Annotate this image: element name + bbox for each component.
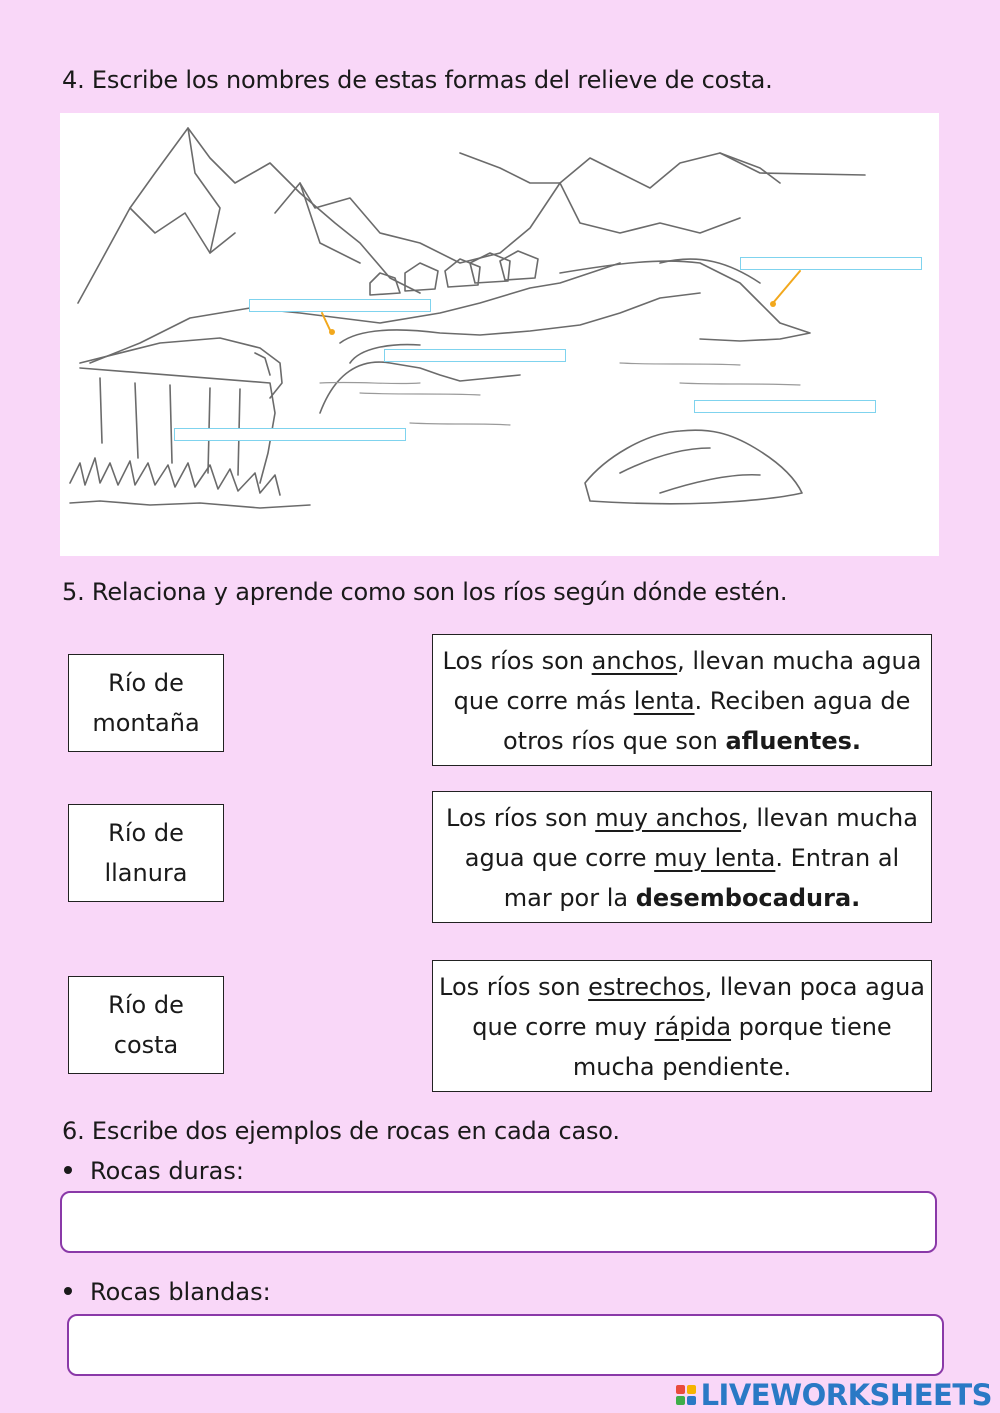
match-left-line: costa <box>113 1031 179 1059</box>
answer-blank-bay[interactable] <box>384 349 566 362</box>
soft-rocks-label: Rocas blandas: <box>90 1278 271 1306</box>
answer-blank-cape[interactable] <box>740 257 922 270</box>
match-left-line: Río de <box>108 991 184 1019</box>
desc-text: Los ríos son <box>439 973 589 1001</box>
match-river-plain[interactable] <box>68 804 224 902</box>
bullet-dot-icon <box>64 1287 72 1295</box>
desc-underlined: estrechos <box>588 973 705 1001</box>
soft-rocks-input[interactable] <box>67 1314 944 1376</box>
desc-text: . Entran al mar por la <box>503 844 900 912</box>
match-left-line: llanura <box>104 859 188 887</box>
match-description-2[interactable] <box>432 791 932 923</box>
coast-relief-illustration <box>60 113 939 556</box>
desc-text: , llevan poca agua que corre muy <box>472 973 925 1041</box>
coast-landscape-drawing <box>60 113 939 556</box>
desc-underlined: rápida <box>654 1013 732 1041</box>
question-6-title: 6. Escribe dos ejemplos de rocas en cada caso. <box>62 1117 620 1145</box>
match-left-line: Río de <box>108 819 184 847</box>
match-left-line: montaña <box>92 709 200 737</box>
question-5-title: 5. Relaciona y aprende como son los ríos según dónde estén. <box>62 578 788 606</box>
desc-underlined: lenta <box>633 687 695 715</box>
desc-text: , llevan mucha agua que corre <box>464 804 918 872</box>
desc-underlined: anchos <box>591 647 678 675</box>
desc-underlined: muy anchos <box>595 804 742 832</box>
bullet-dot-icon <box>64 1166 72 1174</box>
liveworksheets-logo-icon <box>676 1385 696 1405</box>
desc-bold: desembocadura. <box>635 884 861 912</box>
match-description-1[interactable] <box>432 634 932 766</box>
match-river-mountain[interactable] <box>68 654 224 752</box>
desc-underlined: muy lenta <box>654 844 776 872</box>
liveworksheets-brand[interactable] <box>676 1378 992 1412</box>
answer-blank-cliff[interactable] <box>174 428 406 441</box>
bullet-soft-rocks <box>62 1278 271 1306</box>
hard-rocks-label: Rocas duras: <box>90 1157 244 1185</box>
desc-text: Los ríos son <box>446 804 596 832</box>
question-4-title: 4. Escribe los nombres de estas formas del relieve de costa. <box>62 66 773 94</box>
desc-bold: afluentes. <box>725 727 862 755</box>
match-river-coast[interactable] <box>68 976 224 1074</box>
desc-text: Los ríos son <box>442 647 592 675</box>
desc-text: . Reciben agua de otros ríos que son <box>502 687 911 755</box>
match-description-3[interactable] <box>432 960 932 1092</box>
brand-text: LIVEWORKSHEETS <box>700 1378 992 1412</box>
desc-text: , llevan mucha agua que corre más <box>453 647 922 715</box>
hard-rocks-input[interactable] <box>60 1191 937 1253</box>
answer-blank-island[interactable] <box>694 400 876 413</box>
bullet-hard-rocks <box>62 1157 244 1185</box>
answer-blank-beach[interactable] <box>249 299 431 312</box>
match-left-line: Río de <box>108 669 184 697</box>
desc-text: porque tiene mucha pendiente. <box>572 1013 892 1081</box>
